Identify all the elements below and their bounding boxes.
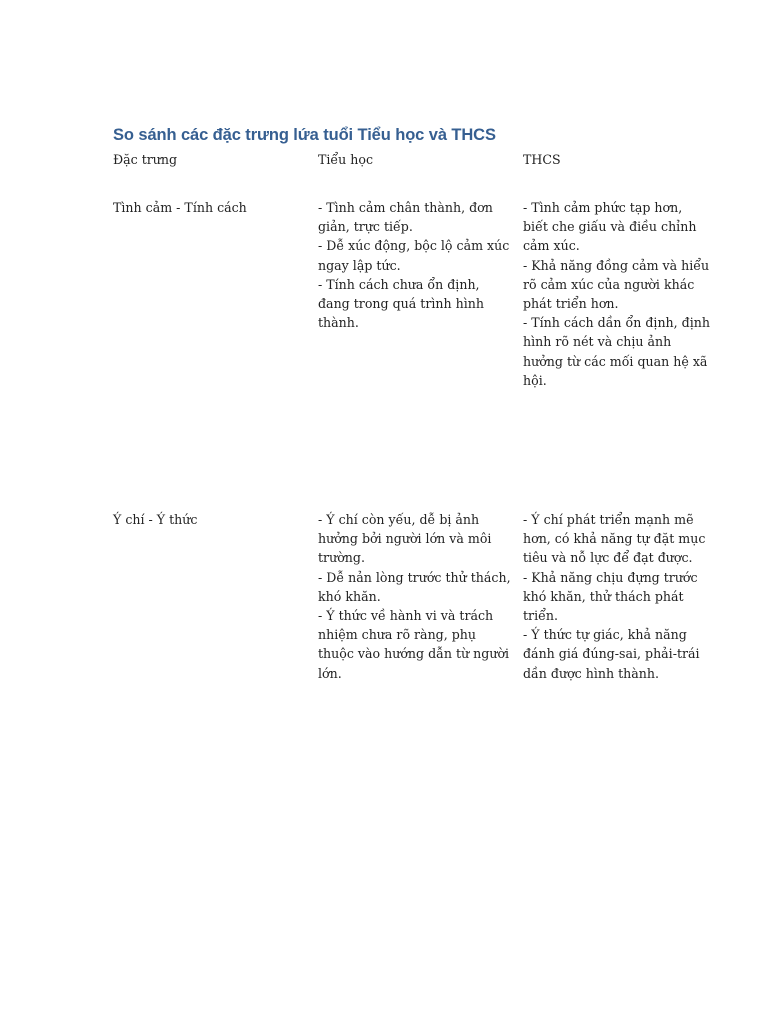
cell-line: - Tính cách dần ổn định, định hình rõ nét và chịu ảnh hưởng từ các mối quan hệ xã hội.	[523, 315, 710, 388]
table-row	[113, 510, 723, 683]
column-header-secondary: THCS	[523, 152, 561, 167]
row-feature-label: Tình cảm - Tính cách	[113, 200, 247, 215]
cell-line: - Tình cảm chân thành, đơn giản, trực tiếp.	[318, 200, 493, 235]
cell-line: - Dễ nản lòng trước thử thách, khó khăn.	[318, 569, 511, 604]
row-feature-label: Ý chí - Ý thức	[113, 512, 198, 527]
cell-line: - Khả năng đồng cảm và hiểu rõ cảm xúc của người khác phát triển hơn.	[523, 257, 710, 312]
cell-line: - Ý thức tự giác, khả năng đánh giá đúng-sai, phải-trái dần được hình thành.	[523, 627, 700, 681]
cell-line: - Ý thức về hành vi và trách nhiệm chưa rõ ràng, phụ thuộc vào hướng dẫn từ người lớn.	[318, 608, 510, 681]
secondary-school-cell	[523, 510, 723, 683]
column-header-primary: Tiểu học	[318, 152, 374, 167]
primary-school-cell	[318, 198, 523, 510]
document-page	[113, 124, 723, 683]
cell-line: - Tình cảm phức tạp hơn, biết che giấu và điều chỉnh cảm xúc.	[523, 200, 697, 254]
cell-line: - Ý chí phát triển mạnh mẽ hơn, có khả năng tự đặt mục tiêu và nỗ lực để đạt được.	[523, 512, 706, 566]
column-header-feature: Đặc trưng	[113, 152, 178, 167]
cell-line: - Tính cách chưa ổn định, đang trong quá trình hình thành.	[318, 276, 484, 331]
cell-line: - Ý chí còn yếu, dễ bị ảnh hưởng bởi người lớn và môi trường.	[318, 512, 492, 566]
cell-line: - Dễ xúc động, bộc lộ cảm xúc ngay lập tức.	[318, 238, 510, 273]
cell-line: - Khả năng chịu đựng trước khó khăn, thử thách phát triển.	[523, 569, 698, 624]
table-row	[113, 198, 723, 510]
table-header-row	[113, 150, 723, 198]
document-title: So sánh các đặc trưng lứa tuổi Tiểu học và THCS	[113, 126, 496, 144]
primary-school-cell	[318, 510, 523, 683]
secondary-school-cell	[523, 198, 723, 510]
